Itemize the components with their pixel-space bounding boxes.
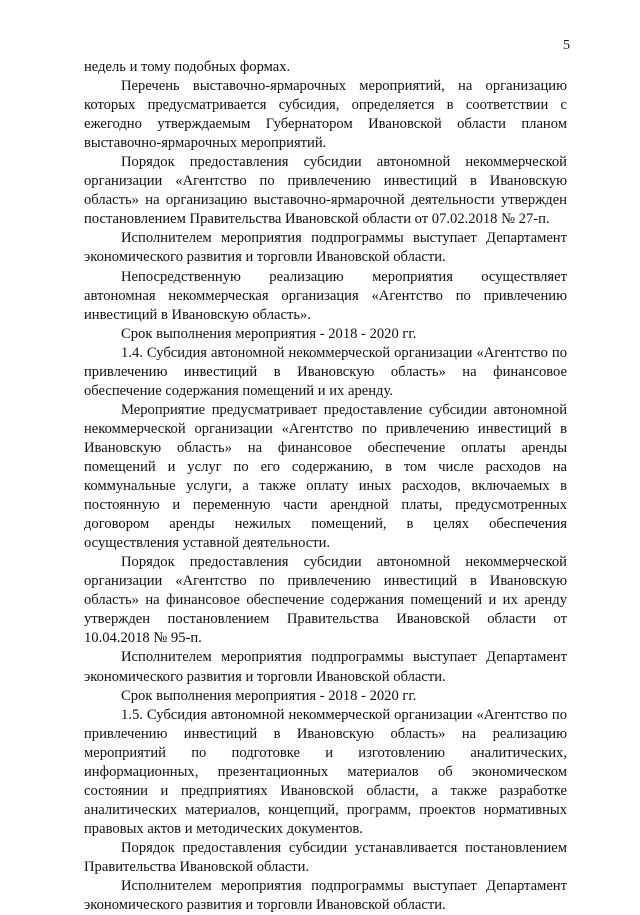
document-body (84, 58, 567, 915)
paragraph-procedure-resolution: Порядок предоставления субсидии устанавливается постановлением Правительства Ивановской области. (84, 839, 567, 875)
paragraph-implementation: Непосредственную реализацию мероприятия осуществляет автономная некоммерческая организация «Агентство по привлечению инвестиций в Ивановскую область». (84, 268, 567, 323)
paragraph-rent-procedure: Порядок предоставления субсидии автономной некоммерческой организации «Агентство по привлечению инвестиций в Ивановскую область» на финансовое обеспечение содержания помещений и их аренду утвержден постановлением Правительства Ивановской области от 10.04.2018 № 95-п. (84, 554, 567, 647)
paragraph-executor: Исполнителем мероприятия подпрограммы выступает Департамент экономического развития и торговли Ивановской области. (84, 230, 567, 266)
paragraph-section-1-4: 1.4. Субсидия автономной некоммерческой организации «Агентство по привлечению инвестиций в Ивановскую область» на финансовое обеспечение содержания помещений и их аренду. (84, 344, 567, 399)
paragraph-subsidy-procedure: Порядок предоставления субсидии автономной некоммерческой организации «Агентство по привлечению инвестиций в Ивановскую область» на организацию выставочно-ярмарочной деятельности утвержден постановлением Правительства Ивановской области от 07.02.2018 № 27-п. (84, 154, 567, 228)
paragraph-rent-subsidy: Мероприятие предусматривает предоставление субсидии автономной некоммерческой организации «Агентство по привлечению инвестиций в Ивановскую область» на финансовое обеспечение оплаты аренды помещений и услуг по его содержанию, в том числе расходов на коммунальные услуги, а также оплату иных расходов, включаемых в постоянную и переменную части арендной платы, предусмотренных договором аренды нежилых помещений, в целях обеспечения осуществления уставной деятельности. (84, 401, 567, 552)
paragraph-executor: Исполнителем мероприятия подпрограммы выступает Департамент экономического развития и торговли Ивановской области. (84, 649, 567, 685)
paragraph-executor: Исполнителем мероприятия подпрограммы выступает Департамент экономического развития и торговли Ивановской области. (84, 878, 567, 914)
paragraph-continuation: недель и тому подобных формах. (84, 59, 291, 75)
paragraph-section-1-5: 1.5. Субсидия автономной некоммерческой организации «Агентство по привлечению инвестиций в Ивановскую область» на реализацию мероприятий по подготовке и изготовлению аналитических, информационных, презентационных материалов об экономическом состоянии и предприятиях Ивановской области, а также разработке аналитических материалов, концепций, программ, проектов нормативных правовых актов и методических документов. (84, 706, 567, 837)
paragraph-exhibition-list: Перечень выставочно-ярмарочных мероприятий, на организацию которых предусматривается субсидия, определяется в соответствии с ежегодно утверждаемым Губернатором Ивановской области планом выставочно-ярмарочных мероприятий. (84, 78, 567, 152)
paragraph-deadline: Срок выполнения мероприятия - 2018 - 2020 гг. (121, 687, 417, 704)
page-number: 5 (563, 38, 570, 53)
paragraph-deadline: Срок выполнения мероприятия - 2018 - 2020 гг. (121, 325, 417, 342)
